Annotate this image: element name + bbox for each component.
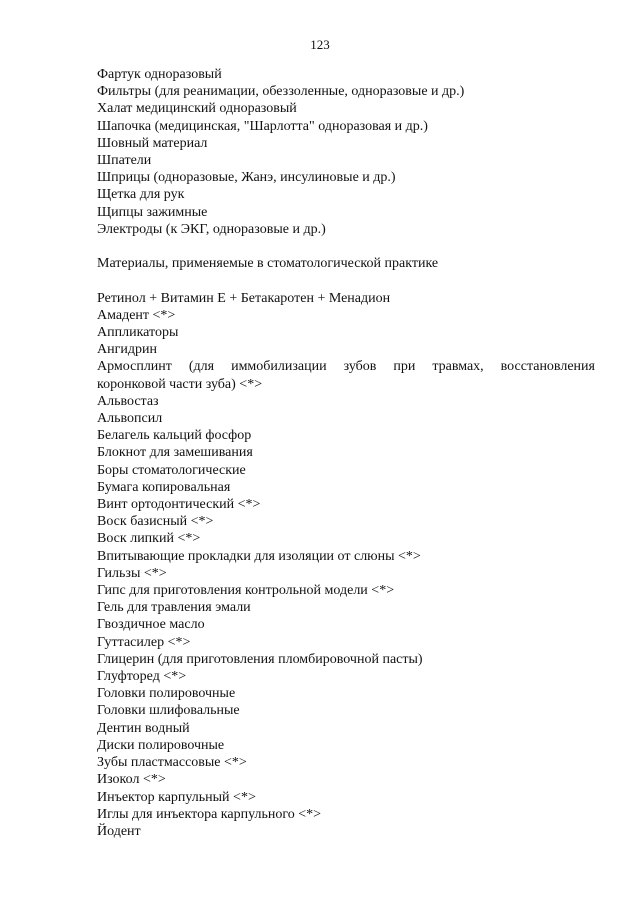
- document-body: [97, 66, 595, 840]
- list-item: Фильтры (для реанимации, обеззоленные, одноразовые и др.): [97, 84, 465, 100]
- list-item: Гель для травления эмали: [97, 600, 251, 616]
- list-item: Амадент <*>: [97, 307, 176, 323]
- list-item: Головки полировочные: [97, 686, 236, 702]
- list-item: Глицерин (для приготовления пломбировочной пасты): [97, 651, 423, 667]
- list-item: Белагель кальций фосфор: [97, 428, 252, 444]
- list-item: Электроды (к ЭКГ, одноразовые и др.): [97, 221, 326, 237]
- list-medical-consumables: [97, 66, 595, 238]
- list-item: Впитывающие прокладки для изоляции от слюны <*>: [97, 548, 421, 564]
- list-item: Гильзы <*>: [97, 565, 167, 581]
- list-item: Фартук одноразовый: [97, 67, 222, 82]
- list-item: Иглы для инъектора карпульного <*>: [97, 806, 322, 822]
- list-item: Йодент: [97, 823, 141, 839]
- list-item: Воск базисный <*>: [97, 514, 214, 530]
- list-item: Шприцы (одноразовые, Жанэ, инсулиновые и др.): [97, 170, 396, 186]
- list-item: Аппликаторы: [97, 325, 179, 341]
- list-item: Гипс для приготовления контрольной модели <*>: [97, 583, 395, 599]
- list-item: Ангидрин: [97, 342, 157, 358]
- list-item: Блокнот для замешивания: [97, 445, 253, 461]
- spacer: [97, 238, 595, 255]
- spacer: [97, 272, 595, 289]
- list-item: Шовный материал: [97, 135, 208, 151]
- list-item: Гвоздичное масло: [97, 617, 205, 633]
- list-item: Халат медицинский одноразовый: [97, 101, 297, 117]
- list-item: Ретинол + Витамин Е + Бетакаротен + Менадион: [97, 290, 391, 306]
- section-heading: Материалы, применяемые в стоматологической практике: [97, 256, 439, 272]
- list-item: Винт ортодонтический <*>: [97, 497, 261, 513]
- list-item: Щетка для рук: [97, 187, 185, 203]
- page-number: 123: [310, 37, 330, 52]
- list-item: Гуттасилер <*>: [97, 634, 191, 650]
- list-item: Шпатели: [97, 153, 152, 169]
- list-item: Альвопсил: [97, 411, 163, 427]
- list-item: Щипцы зажимные: [97, 204, 208, 220]
- list-item: Дентин водный: [97, 720, 190, 736]
- list-item: Головки шлифовальные: [97, 703, 240, 719]
- list-item: Зубы пластмассовые <*>: [97, 755, 247, 771]
- list-item-line: коронковой части зуба) <*>: [97, 376, 263, 392]
- list-item: Глуфторед <*>: [97, 669, 187, 685]
- list-item: Боры стоматологические: [97, 462, 246, 478]
- list-item: Изокол <*>: [97, 772, 166, 788]
- list-item: Альвостаз: [97, 393, 159, 409]
- list-item: Шапочка (медицинская, "Шарлотта" одноразовая и др.): [97, 118, 428, 134]
- list-item: Воск липкий <*>: [97, 531, 201, 547]
- list-item-armosplint: [97, 358, 595, 392]
- list-dental-materials: [97, 290, 595, 841]
- list-item-line: Армосплинт (для иммобилизации зубов при травмах, восстановления: [97, 359, 595, 375]
- list-item: Инъектор карпульный <*>: [97, 789, 256, 805]
- list-item: Бумага копировальная: [97, 479, 231, 495]
- list-item: Диски полировочные: [97, 737, 225, 753]
